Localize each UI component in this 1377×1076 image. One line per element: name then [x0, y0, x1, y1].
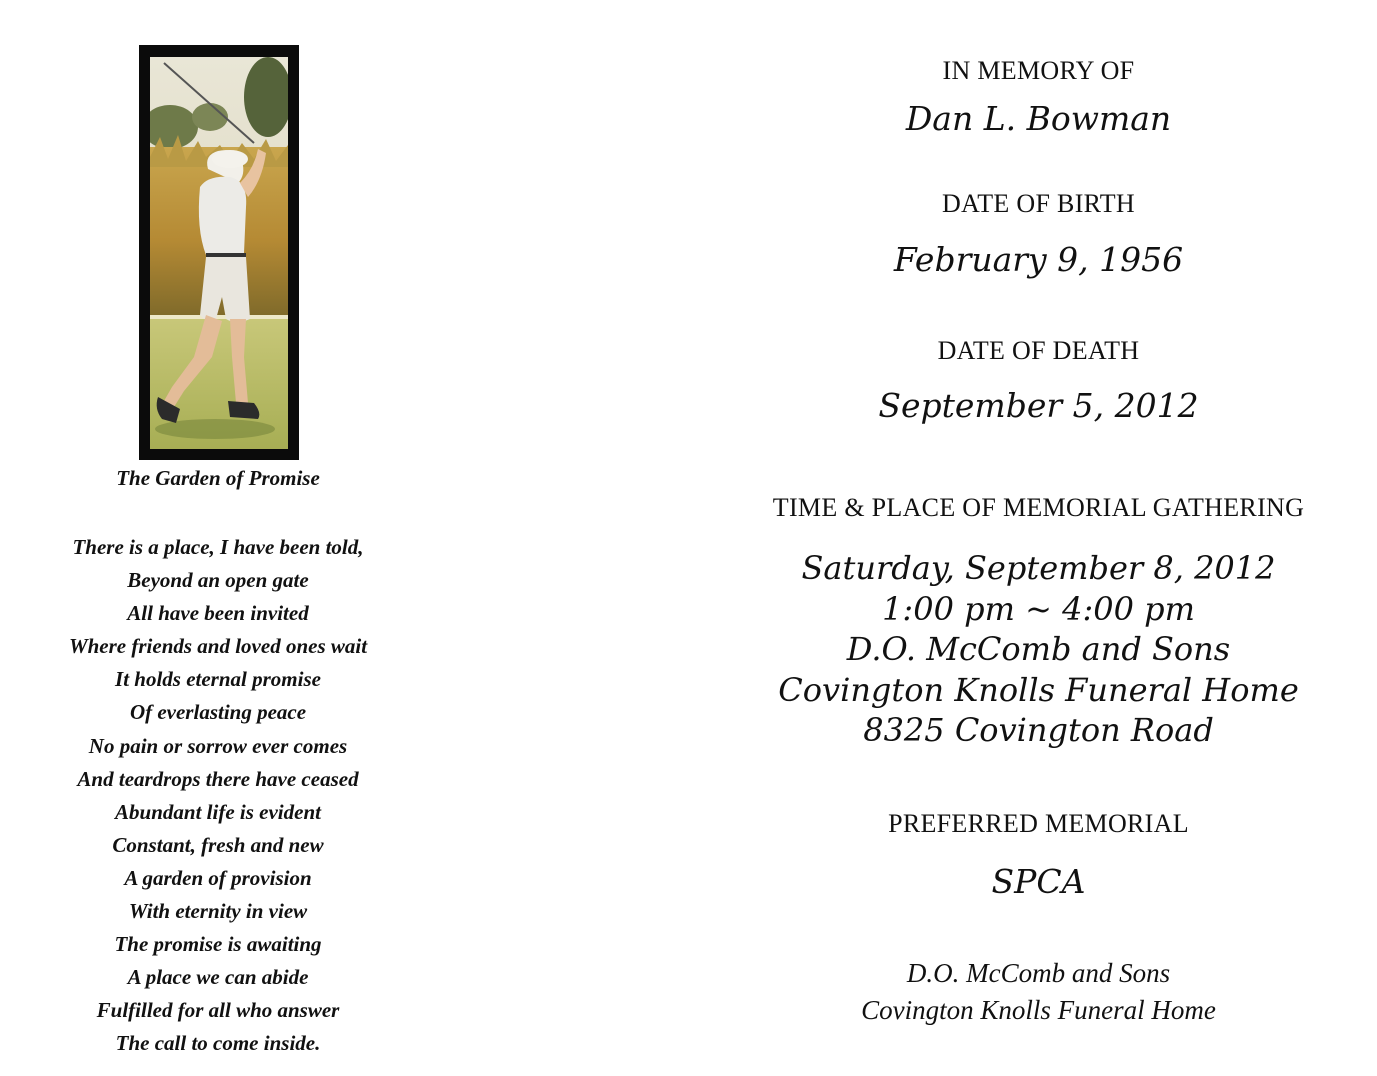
photo-frame — [139, 45, 299, 460]
poem-line: Abundant life is evident — [115, 799, 321, 824]
in-memory-label: IN MEMORY OF — [942, 56, 1135, 85]
poem-line: Fulfilled for all who answer — [96, 998, 340, 1023]
gathering-venue: Covington Knolls Funeral Home — [778, 670, 1299, 709]
poem-line: There is a place, I have been told, — [72, 535, 364, 559]
birth-label: DATE OF BIRTH — [941, 189, 1135, 218]
poem-line: The call to come inside. — [115, 1031, 321, 1056]
poem-text — [0, 531, 436, 1061]
gathering-address: 8325 Covington Road — [863, 711, 1214, 749]
poem-line: A garden of provision — [124, 865, 312, 890]
gathering-date: Saturday, September 8, 2012 — [801, 549, 1276, 587]
preferred-memorial-label: PREFERRED MEMORIAL — [888, 809, 1189, 838]
poem-line: No pain or sorrow ever comes — [88, 733, 348, 758]
birth-date: February 9, 1956 — [893, 240, 1184, 279]
poem-line: With eternity in view — [128, 899, 308, 924]
poem-line: And teardrops there have ceased — [77, 766, 359, 791]
funeral-home-footer — [700, 955, 1377, 1029]
gathering-time: 1:00 pm ~ 4:00 pm — [882, 589, 1195, 628]
preferred-memorial-value: SPCA — [991, 862, 1086, 901]
deceased-name: Dan L. Bowman — [905, 99, 1172, 138]
gathering-label: TIME & PLACE OF MEMORIAL GATHERING — [772, 493, 1305, 522]
poem-title: The Garden of Promise — [116, 466, 320, 490]
gathering-details — [700, 548, 1377, 751]
gathering-host: D.O. McComb and Sons — [846, 630, 1231, 668]
poem-line: All have been invited — [127, 601, 309, 626]
poem-line: Of everlasting peace — [129, 700, 307, 725]
poem-line: The promise is awaiting — [114, 932, 322, 957]
golfer-photo — [150, 57, 288, 449]
footer-line: Covington Knolls Funeral Home — [861, 995, 1216, 1025]
poem-line: A place we can abide — [127, 965, 309, 990]
poem-line: Constant, fresh and new — [112, 832, 324, 857]
poem-line: Where friends and loved ones wait — [68, 634, 368, 659]
death-date: September 5, 2012 — [878, 386, 1199, 425]
poem-line: Beyond an open gate — [127, 568, 309, 593]
death-label: DATE OF DEATH — [937, 336, 1140, 365]
poem-line: It holds eternal promise — [115, 667, 321, 692]
footer-line: D.O. McComb and Sons — [906, 958, 1171, 988]
